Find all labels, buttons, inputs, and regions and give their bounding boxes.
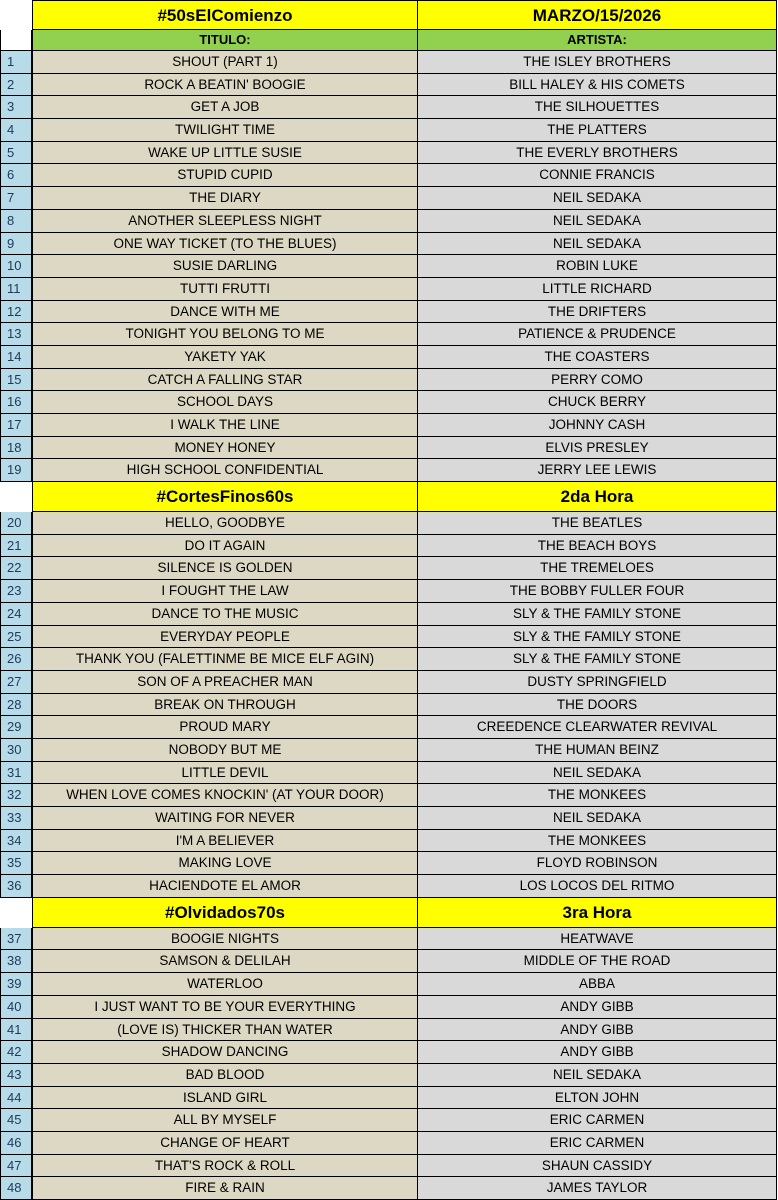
row-number: 44: [0, 1087, 32, 1110]
song-title: TUTTI FRUTTI: [32, 278, 418, 301]
table-row[interactable]: [0, 255, 778, 278]
table-row[interactable]: [0, 784, 778, 807]
section-subtitle: MARZO/15/2026: [418, 0, 777, 30]
song-title: LITTLE DEVIL: [32, 762, 418, 785]
song-artist: ERIC CARMEN: [418, 1109, 777, 1132]
table-row[interactable]: [0, 648, 778, 671]
song-title: SHADOW DANCING: [32, 1041, 418, 1064]
song-title: BAD BLOOD: [32, 1064, 418, 1087]
song-title: BOOGIE NIGHTS: [32, 928, 418, 951]
song-artist: HEATWAVE: [418, 928, 777, 951]
song-title: NOBODY BUT ME: [32, 739, 418, 762]
song-title: WAITING FOR NEVER: [32, 807, 418, 830]
table-row[interactable]: [0, 1132, 778, 1155]
row-number: 12: [0, 301, 32, 324]
song-title: CHANGE OF HEART: [32, 1132, 418, 1155]
table-row[interactable]: [0, 762, 778, 785]
song-artist: THE DRIFTERS: [418, 301, 777, 324]
table-row[interactable]: [0, 74, 778, 97]
song-artist: CHUCK BERRY: [418, 391, 777, 414]
row-number: 40: [0, 996, 32, 1019]
table-row[interactable]: [0, 626, 778, 649]
song-artist: THE MONKEES: [418, 784, 777, 807]
row-number: 48: [0, 1177, 32, 1200]
song-artist: SLY & THE FAMILY STONE: [418, 603, 777, 626]
row-number: 3: [0, 96, 32, 119]
song-title: TWILIGHT TIME: [32, 119, 418, 142]
row-number: 20: [0, 512, 32, 535]
song-title: GET A JOB: [32, 96, 418, 119]
song-title: BREAK ON THROUGH: [32, 694, 418, 717]
song-title: SAMSON & DELILAH: [32, 950, 418, 973]
table-row[interactable]: [0, 187, 778, 210]
song-artist: ANDY GIBB: [418, 996, 777, 1019]
song-title: SCHOOL DAYS: [32, 391, 418, 414]
row-number: 27: [0, 671, 32, 694]
row-number: 24: [0, 603, 32, 626]
song-title: I WALK THE LINE: [32, 414, 418, 437]
song-artist: DUSTY SPRINGFIELD: [418, 671, 777, 694]
table-row[interactable]: [0, 1087, 778, 1110]
song-artist: NEIL SEDAKA: [418, 1064, 777, 1087]
section-header: [0, 0, 778, 30]
song-artist: BILL HALEY & HIS COMETS: [418, 74, 777, 97]
table-row[interactable]: [0, 391, 778, 414]
song-title: CATCH A FALLING STAR: [32, 369, 418, 392]
song-artist: THE COASTERS: [418, 346, 777, 369]
song-artist: SHAUN CASSIDY: [418, 1155, 777, 1178]
table-row[interactable]: [0, 1155, 778, 1178]
column-header-artist: ARTISTA:: [418, 30, 777, 51]
song-artist: THE TREMELOES: [418, 557, 777, 580]
row-number: 36: [0, 875, 32, 898]
song-artist: NEIL SEDAKA: [418, 233, 777, 256]
row-number-blank: [0, 482, 32, 512]
song-title: TONIGHT YOU BELONG TO ME: [32, 323, 418, 346]
song-title: EVERYDAY PEOPLE: [32, 626, 418, 649]
row-number: 16: [0, 391, 32, 414]
table-row[interactable]: [0, 51, 778, 74]
row-number: 13: [0, 323, 32, 346]
song-artist: THE EVERLY BROTHERS: [418, 142, 777, 165]
column-header-row: [0, 30, 778, 51]
table-row[interactable]: [0, 346, 778, 369]
song-artist: NEIL SEDAKA: [418, 187, 777, 210]
table-row[interactable]: [0, 459, 778, 482]
song-artist: THE DOORS: [418, 694, 777, 717]
song-artist: JOHNNY CASH: [418, 414, 777, 437]
table-row[interactable]: [0, 739, 778, 762]
row-number: 26: [0, 648, 32, 671]
song-artist: ELVIS PRESLEY: [418, 437, 777, 460]
table-row[interactable]: [0, 1064, 778, 1087]
row-number-blank: [0, 898, 32, 928]
row-number: 43: [0, 1064, 32, 1087]
row-number: 34: [0, 830, 32, 853]
song-title: STUPID CUPID: [32, 164, 418, 187]
table-row[interactable]: [0, 414, 778, 437]
row-number: 33: [0, 807, 32, 830]
song-artist: THE ISLEY BROTHERS: [418, 51, 777, 74]
column-header-title: TITULO:: [32, 30, 418, 51]
row-number: 15: [0, 369, 32, 392]
song-artist: ERIC CARMEN: [418, 1132, 777, 1155]
song-title: THAT'S ROCK & ROLL: [32, 1155, 418, 1178]
section-header: [0, 898, 778, 928]
table-row[interactable]: [0, 557, 778, 580]
row-number: 39: [0, 973, 32, 996]
song-artist: MIDDLE OF THE ROAD: [418, 950, 777, 973]
song-title: THANK YOU (FALETTINME BE MICE ELF AGIN): [32, 648, 418, 671]
row-number: 32: [0, 784, 32, 807]
section-title: #Olvidados70s: [32, 898, 418, 928]
song-artist: ROBIN LUKE: [418, 255, 777, 278]
table-row[interactable]: [0, 875, 778, 898]
song-artist: ELTON JOHN: [418, 1087, 777, 1110]
song-title: SHOUT (PART 1): [32, 51, 418, 74]
song-title: I JUST WANT TO BE YOUR EVERYTHING: [32, 996, 418, 1019]
section-title: #50sElComienzo: [32, 0, 418, 30]
song-title: MONEY HONEY: [32, 437, 418, 460]
song-title: ALL BY MYSELF: [32, 1109, 418, 1132]
song-artist: CONNIE FRANCIS: [418, 164, 777, 187]
song-title: HACIENDOTE EL AMOR: [32, 875, 418, 898]
song-title: (LOVE IS) THICKER THAN WATER: [32, 1019, 418, 1042]
row-number: 37: [0, 928, 32, 951]
row-number: 9: [0, 233, 32, 256]
section-header: [0, 482, 778, 512]
table-row[interactable]: [0, 535, 778, 558]
table-row[interactable]: [0, 852, 778, 875]
row-number: 35: [0, 852, 32, 875]
table-row[interactable]: [0, 164, 778, 187]
table-row[interactable]: [0, 1019, 778, 1042]
song-artist: PATIENCE & PRUDENCE: [418, 323, 777, 346]
song-title: I FOUGHT THE LAW: [32, 580, 418, 603]
song-title: SILENCE IS GOLDEN: [32, 557, 418, 580]
song-title: ROCK A BEATIN' BOOGIE: [32, 74, 418, 97]
song-artist: ANDY GIBB: [418, 1041, 777, 1064]
row-number-header: [0, 30, 32, 51]
song-artist: JERRY LEE LEWIS: [418, 459, 777, 482]
row-number: 42: [0, 1041, 32, 1064]
song-title: PROUD MARY: [32, 716, 418, 739]
table-row[interactable]: [0, 119, 778, 142]
song-title: DO IT AGAIN: [32, 535, 418, 558]
song-artist: SLY & THE FAMILY STONE: [418, 626, 777, 649]
song-artist: SLY & THE FAMILY STONE: [418, 648, 777, 671]
table-row[interactable]: [0, 512, 778, 535]
song-artist: NEIL SEDAKA: [418, 210, 777, 233]
song-title: WAKE UP LITTLE SUSIE: [32, 142, 418, 165]
row-number: 6: [0, 164, 32, 187]
row-number: 25: [0, 626, 32, 649]
section-title: #CortesFinos60s: [32, 482, 418, 512]
song-artist: NEIL SEDAKA: [418, 807, 777, 830]
row-number: 5: [0, 142, 32, 165]
row-number: 23: [0, 580, 32, 603]
row-number: 4: [0, 119, 32, 142]
table-row[interactable]: [0, 671, 778, 694]
section-subtitle: 2da Hora: [418, 482, 777, 512]
table-row[interactable]: [0, 1041, 778, 1064]
row-number: 18: [0, 437, 32, 460]
table-row[interactable]: [0, 996, 778, 1019]
song-title: ISLAND GIRL: [32, 1087, 418, 1110]
table-row[interactable]: [0, 210, 778, 233]
song-artist: ANDY GIBB: [418, 1019, 777, 1042]
song-artist: PERRY COMO: [418, 369, 777, 392]
row-number-blank: [0, 0, 32, 30]
row-number: 17: [0, 414, 32, 437]
table-row[interactable]: [0, 950, 778, 973]
table-row[interactable]: [0, 142, 778, 165]
song-artist: CREEDENCE CLEARWATER REVIVAL: [418, 716, 777, 739]
table-row[interactable]: [0, 830, 778, 853]
row-number: 11: [0, 278, 32, 301]
song-title: ANOTHER SLEEPLESS NIGHT: [32, 210, 418, 233]
row-number: 29: [0, 716, 32, 739]
table-row[interactable]: [0, 1177, 778, 1200]
row-number: 46: [0, 1132, 32, 1155]
table-row[interactable]: [0, 301, 778, 324]
table-row[interactable]: [0, 369, 778, 392]
table-row[interactable]: [0, 694, 778, 717]
row-number: 7: [0, 187, 32, 210]
row-number: 41: [0, 1019, 32, 1042]
table-row[interactable]: [0, 233, 778, 256]
song-artist: NEIL SEDAKA: [418, 762, 777, 785]
song-artist: FLOYD ROBINSON: [418, 852, 777, 875]
row-number: 8: [0, 210, 32, 233]
song-title: WHEN LOVE COMES KNOCKIN' (AT YOUR DOOR): [32, 784, 418, 807]
table-row[interactable]: [0, 928, 778, 951]
song-artist: THE BOBBY FULLER FOUR: [418, 580, 777, 603]
row-number: 38: [0, 950, 32, 973]
song-title: YAKETY YAK: [32, 346, 418, 369]
song-title: FIRE & RAIN: [32, 1177, 418, 1200]
row-number: 31: [0, 762, 32, 785]
song-title: ONE WAY TICKET (TO THE BLUES): [32, 233, 418, 256]
table-row[interactable]: [0, 323, 778, 346]
row-number: 47: [0, 1155, 32, 1178]
song-title: HELLO, GOODBYE: [32, 512, 418, 535]
song-title: THE DIARY: [32, 187, 418, 210]
song-artist: THE SILHOUETTES: [418, 96, 777, 119]
song-artist: THE BEACH BOYS: [418, 535, 777, 558]
table-row[interactable]: [0, 437, 778, 460]
table-row[interactable]: [0, 807, 778, 830]
row-number: 28: [0, 694, 32, 717]
table-row[interactable]: [0, 973, 778, 996]
table-row[interactable]: [0, 580, 778, 603]
song-artist: THE PLATTERS: [418, 119, 777, 142]
row-number: 21: [0, 535, 32, 558]
song-artist: THE BEATLES: [418, 512, 777, 535]
song-artist: ABBA: [418, 973, 777, 996]
song-artist: THE MONKEES: [418, 830, 777, 853]
song-title: SUSIE DARLING: [32, 255, 418, 278]
song-artist: LOS LOCOS DEL RITMO: [418, 875, 777, 898]
row-number: 1: [0, 51, 32, 74]
song-title: DANCE WITH ME: [32, 301, 418, 324]
row-number: 14: [0, 346, 32, 369]
song-artist: LITTLE RICHARD: [418, 278, 777, 301]
section-subtitle: 3ra Hora: [418, 898, 777, 928]
song-title: SON OF A PREACHER MAN: [32, 671, 418, 694]
row-number: 2: [0, 74, 32, 97]
song-artist: THE HUMAN BEINZ: [418, 739, 777, 762]
song-title: HIGH SCHOOL CONFIDENTIAL: [32, 459, 418, 482]
table-row[interactable]: [0, 716, 778, 739]
row-number: 22: [0, 557, 32, 580]
row-number: 10: [0, 255, 32, 278]
table-row[interactable]: [0, 1109, 778, 1132]
row-number: 19: [0, 459, 32, 482]
song-title: WATERLOO: [32, 973, 418, 996]
row-number: 30: [0, 739, 32, 762]
row-number: 45: [0, 1109, 32, 1132]
song-artist: JAMES TAYLOR: [418, 1177, 777, 1200]
table-row[interactable]: [0, 278, 778, 301]
song-title: DANCE TO THE MUSIC: [32, 603, 418, 626]
table-row[interactable]: [0, 96, 778, 119]
song-title: MAKING LOVE: [32, 852, 418, 875]
table-row[interactable]: [0, 603, 778, 626]
song-title: I'M A BELIEVER: [32, 830, 418, 853]
